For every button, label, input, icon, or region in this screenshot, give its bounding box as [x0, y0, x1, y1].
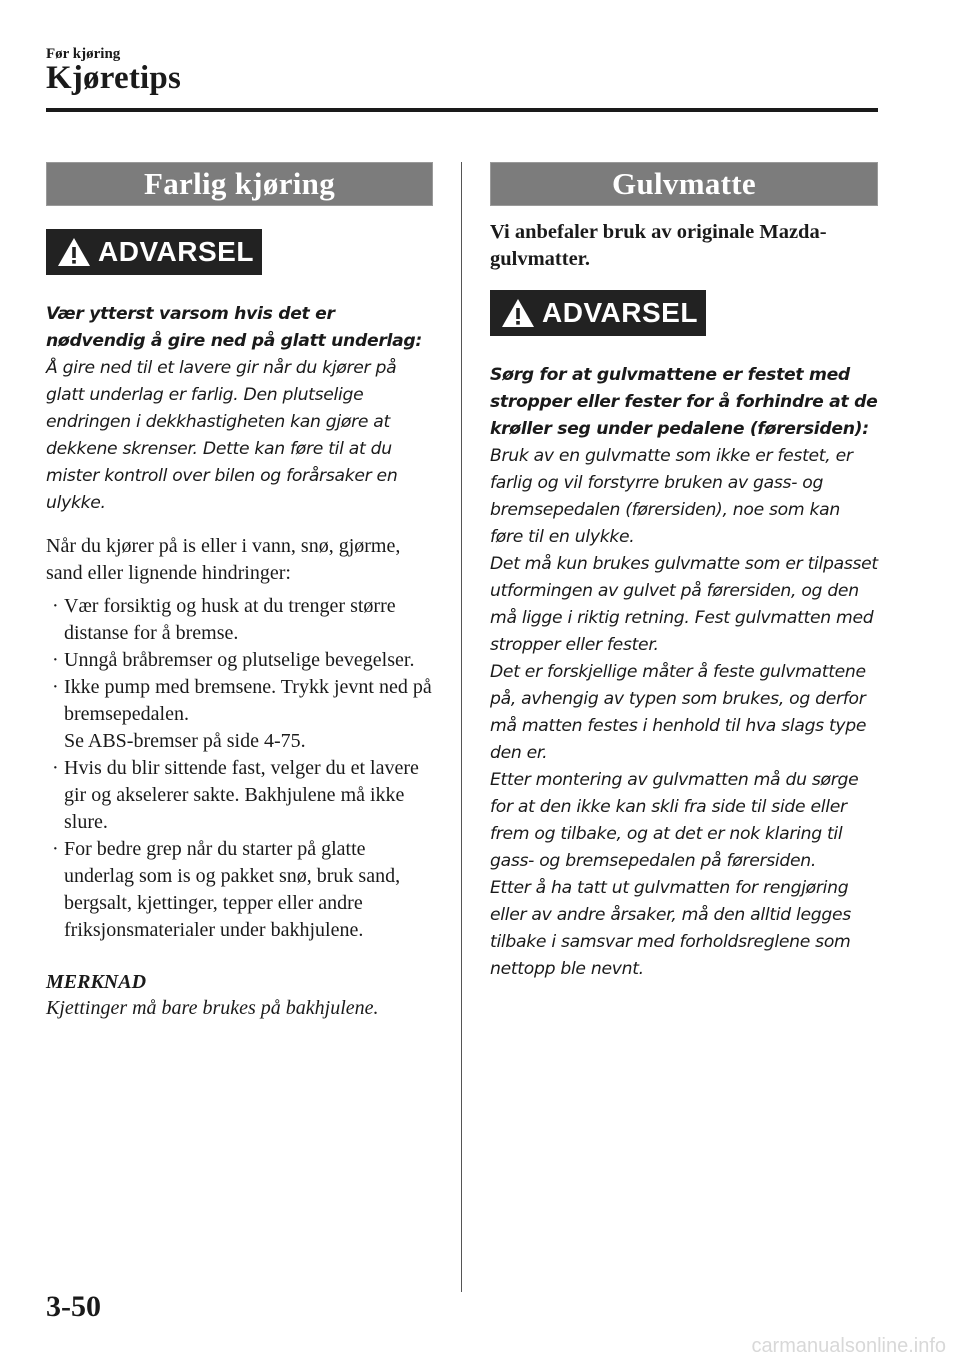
- warning-triangle-icon: [500, 297, 536, 329]
- warning-label: ADVARSEL: [98, 236, 254, 267]
- warning-label: ADVARSEL: [542, 297, 698, 328]
- list-item: · For bedre grep når du starter på glatte underlag som is og pakket snø, bruk sand, bergsalt, kjettinger, tepper eller andre friksjonsmaterialer under bakhjulene.: [52, 838, 401, 941]
- warning-triangle-icon: [56, 236, 92, 268]
- warning-heading: Vær ytterst varsom hvis det er nødvendig å gire ned på glatt underlag:: [46, 304, 422, 351]
- right-column: [490, 162, 878, 983]
- watermark: carmanualsonline.info: [751, 1335, 946, 1357]
- page-title: Kjøretips: [46, 60, 182, 96]
- conditions-intro: Når du kjører på is eller i vann, snø, gjørme, sand eller lignende hindringer:: [46, 535, 401, 584]
- warning-paragraph: Det må kun brukes gulvmatte som er tilpasset utformingen av gulvet på førersiden, og den må ligge i riktig retning. Fest gulvmatten med stropper eller fester.: [490, 554, 878, 655]
- warning-paragraph: Bruk av en gulvmatte som ikke er festet, er farlig og vil forstyrre bruken av gass- og bremsepedalen (førersiden), noe som kan føre til en ulykke.: [490, 446, 853, 547]
- list-item: · Vær forsiktig og husk at du trenger større distanse for å bremse.: [52, 595, 396, 644]
- list-item: · Hvis du blir sittende fast, velger du et lavere gir og akselerer sakte. Bakhjulene må ikke slure.: [52, 757, 419, 833]
- left-column: [46, 162, 433, 1021]
- header-rule: [46, 108, 878, 112]
- warning-paragraph: Etter montering av gulvmatten må du sørge for at den ikke kan skli fra side til side eller frem og tilbake, og at det er nok klaring til gass- og bremsepedalen på førersiden.: [490, 770, 859, 871]
- warning-heading: Sørg for at gulvmattene er festet med stropper eller fester for å forhindre at de krøller seg under pedalene (førersiden):: [490, 365, 878, 439]
- list-item: · Ikke pump med bremsene. Trykk jevnt ned på bremsepedalen. Se ABS-bremser på side 4-75.: [46, 674, 433, 755]
- warning-badge: [46, 229, 262, 275]
- section-title-farlig-kjoring: Farlig kjøring: [46, 162, 433, 206]
- chapter-label: Før kjøring: [46, 46, 121, 62]
- warning-paragraph: Det er forskjellige måter å feste gulvmattene på, avhengig av typen som brukes, og derfor må matten festes i henhold til hva slags type den er.: [490, 662, 867, 763]
- abs-reference: Se ABS-bremser på side 4-75.: [64, 730, 306, 752]
- floor-mat-intro: Vi anbefaler bruk av originale Mazda-gulvmatter.: [490, 221, 827, 270]
- section-title-gulvmatte: Gulvmatte: [490, 162, 878, 206]
- column-divider: [461, 162, 462, 1292]
- warning-badge: [490, 290, 706, 336]
- warning-text: [46, 301, 433, 517]
- warning-paragraph: Etter å ha tatt ut gulvmatten for rengjøring eller av andre årsaker, må den alltid legges tilbake i samsvar med forholdsreglene som nettopp ble nevnt.: [490, 878, 851, 979]
- warning-text: [490, 362, 878, 983]
- list-item: · Unngå bråbremser og plutselige bevegelser.: [52, 649, 415, 671]
- note-title: MERKNAD: [46, 971, 147, 993]
- tips-list: [46, 593, 433, 944]
- note-text: Kjettinger må bare brukes på bakhjulene.: [46, 997, 379, 1019]
- warning-body: Å gire ned til et lavere gir når du kjører på glatt underlag er farlig. Den plutselige endringen i dekkhastigheten kan gjøre at dekkene skrenser. Dette kan føre til at du mister kontroll over bilen og forårsaker en ulykke.: [46, 358, 398, 513]
- page-number: 3-50: [46, 1290, 101, 1323]
